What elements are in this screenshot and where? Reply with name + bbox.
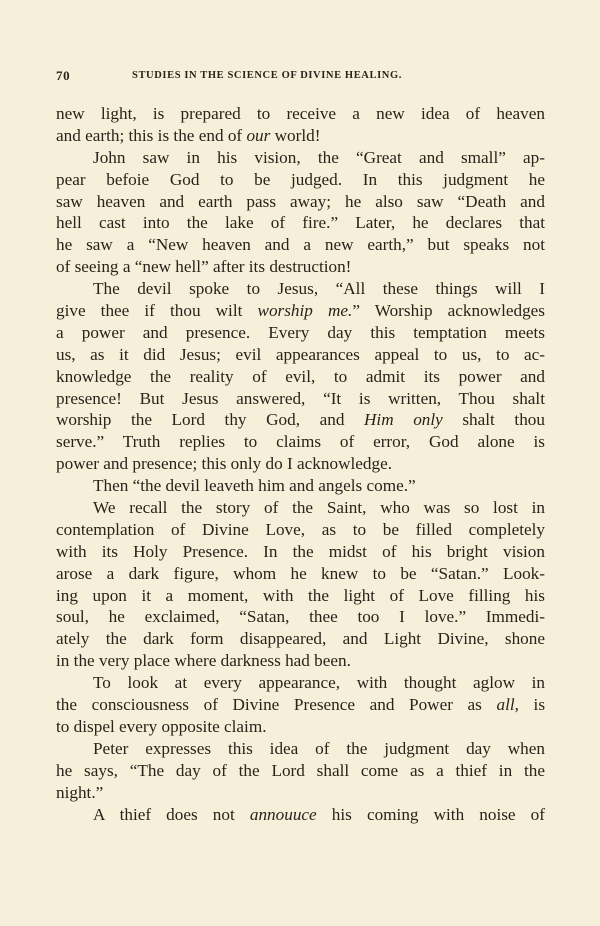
running-title: STUDIES IN THE SCIENCE OF DIVINE HEALING. bbox=[132, 70, 402, 81]
text-line bbox=[56, 606, 545, 628]
text-line bbox=[56, 497, 545, 519]
text-line bbox=[56, 453, 545, 475]
text-line bbox=[56, 409, 545, 431]
text-segment: his coming with noise of bbox=[316, 804, 545, 824]
text-line bbox=[56, 475, 545, 497]
text-segment: Peter expresses this idea of the judgment day when bbox=[93, 738, 545, 758]
text-segment: pear befoie God to be judged. In this judgment he bbox=[56, 169, 545, 189]
text-line bbox=[56, 804, 545, 826]
text-line bbox=[56, 322, 545, 344]
text-line bbox=[56, 519, 545, 541]
text-segment: A thief does not bbox=[93, 804, 250, 824]
text-segment: ” Worship acknowledges bbox=[352, 301, 545, 321]
text-segment: shalt thou bbox=[442, 410, 545, 430]
text-line bbox=[56, 628, 545, 650]
text-segment: serve.” Truth replies to claims of error, God alone is bbox=[56, 432, 545, 452]
text-line bbox=[56, 191, 545, 213]
text-segment: worship the Lord thy God, and bbox=[56, 410, 364, 430]
text-segment: hell cast into the lake of fire.” Later, he declares that bbox=[56, 213, 545, 233]
text-segment: us, as it did Jesus; evil appearances appeal to us, to ac- bbox=[56, 344, 545, 364]
text-segment: The devil spoke to Jesus, “All these things will I bbox=[93, 279, 545, 299]
text-segment: ing upon it a moment, with the light of Love filling his bbox=[56, 585, 545, 605]
text-line bbox=[56, 672, 545, 694]
text-line bbox=[56, 782, 545, 804]
text-segment: he saw a “New heaven and a new earth,” but speaks not bbox=[56, 235, 545, 255]
text-segment: and earth; this is the end of bbox=[56, 125, 247, 145]
text-segment: world! bbox=[270, 125, 321, 145]
text-segment: We recall the story of the Saint, who was so lost in bbox=[93, 498, 545, 518]
text-segment: a power and presence. Every day this temptation meets bbox=[56, 322, 545, 342]
text-line bbox=[56, 541, 545, 563]
italic-text: all, bbox=[496, 695, 519, 715]
text-line bbox=[56, 431, 545, 453]
text-segment: is bbox=[518, 695, 546, 715]
text-segment: John saw in his vision, the “Great and small” ap- bbox=[93, 147, 545, 167]
text-line bbox=[56, 300, 545, 322]
running-header bbox=[56, 68, 546, 88]
text-segment: arose a dark figure, whom he knew to be “Satan.” Look- bbox=[56, 563, 545, 583]
text-segment: the consciousness of Divine Presence and Power as bbox=[56, 695, 497, 715]
text-segment: night.” bbox=[56, 782, 104, 802]
text-segment: ately the dark form disappeared, and Light Divine, shone bbox=[56, 629, 545, 649]
italic-text: annouuce bbox=[249, 804, 317, 824]
text-segment: presence! But Jesus answered, “It is written, Thou shalt bbox=[56, 388, 545, 408]
text-segment: give thee if thou wilt bbox=[56, 301, 258, 321]
text-segment: contemplation of Divine Love, as to be filled completely bbox=[56, 519, 545, 539]
text-line bbox=[56, 147, 545, 169]
text-segment: of seeing a “new hell” after its destruction! bbox=[56, 257, 352, 277]
text-line bbox=[56, 366, 545, 388]
text-line bbox=[56, 716, 545, 738]
text-segment: saw heaven and earth pass away; he also saw “Death and bbox=[56, 191, 545, 211]
text-line bbox=[56, 388, 545, 410]
text-segment: soul, he exclaimed, “Satan, thee too I love.” Immedi- bbox=[56, 607, 545, 627]
page-body-text bbox=[56, 103, 545, 825]
text-segment: Then “the devil leaveth him and angels come.” bbox=[93, 476, 416, 496]
text-line bbox=[56, 694, 545, 716]
page-number: 70 bbox=[56, 68, 71, 83]
text-line bbox=[56, 585, 545, 607]
text-segment: he says, “The day of the Lord shall come as a thief in the bbox=[56, 760, 545, 780]
text-segment: with its Holy Presence. In the midst of his bright vision bbox=[56, 541, 545, 561]
text-segment: in the very place where darkness had been. bbox=[56, 651, 351, 671]
text-line bbox=[56, 103, 545, 125]
text-segment: to dispel every opposite claim. bbox=[56, 716, 267, 736]
text-line bbox=[56, 169, 545, 191]
text-segment: To look at every appearance, with thought aglow in bbox=[93, 673, 545, 693]
text-segment: power and presence; this only do I acknowledge. bbox=[56, 454, 393, 474]
text-line bbox=[56, 760, 545, 782]
text-segment: knowledge the reality of evil, to admit its power and bbox=[56, 366, 545, 386]
italic-text: worship me. bbox=[257, 301, 353, 321]
text-line bbox=[56, 738, 545, 760]
text-line bbox=[56, 563, 545, 585]
text-line bbox=[56, 256, 545, 278]
text-line bbox=[56, 344, 545, 366]
text-segment: new light, is prepared to receive a new idea of heaven bbox=[56, 104, 545, 123]
italic-text: our bbox=[246, 125, 271, 145]
text-line bbox=[56, 234, 545, 256]
text-line bbox=[56, 125, 545, 147]
text-line bbox=[56, 650, 545, 672]
italic-text: Him only bbox=[364, 410, 443, 430]
text-line bbox=[56, 212, 545, 234]
text-line bbox=[56, 278, 545, 300]
